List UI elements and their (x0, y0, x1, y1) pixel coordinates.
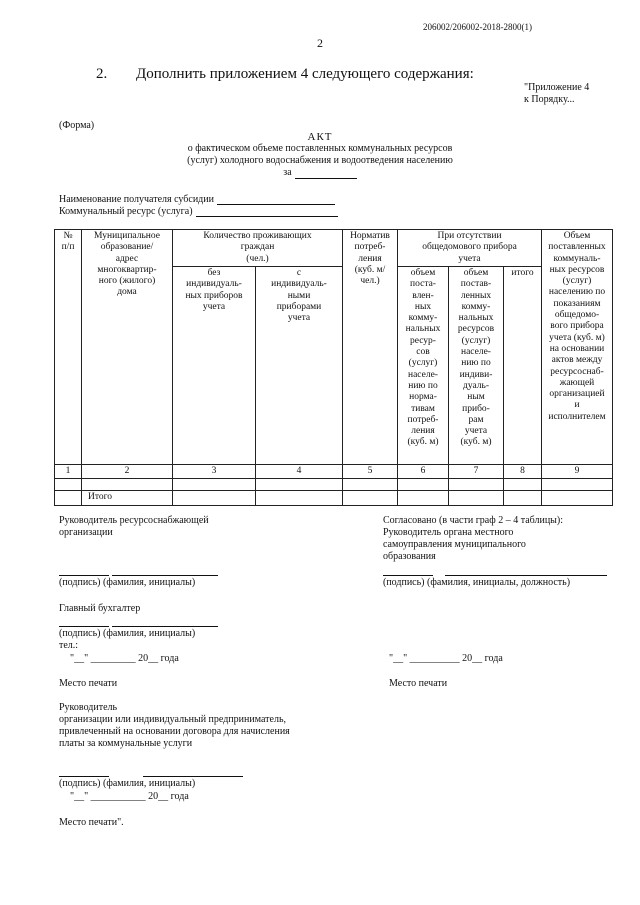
page-number: 2 (317, 36, 323, 50)
sign-caption-org: (подпись) (фамилия, инициалы) (59, 778, 196, 789)
agreed-block: Согласовано (в части граф 2 – 4 таблицы): Руководитель органа местного самоуправления муниципального образования (383, 515, 563, 562)
header-num: № п/п (55, 230, 82, 465)
stamp-left: Место печати (59, 678, 118, 689)
table-cell (542, 479, 613, 491)
header-residents-no-meter: без индивидуаль- ных приборов учета (173, 267, 256, 465)
act-subtitle-line2: (услуг) холодного водоснабжения и водоотведения населению (187, 155, 453, 166)
period-blank (295, 169, 357, 179)
col-num-2: 2 (82, 465, 173, 479)
col-num-9: 9 (542, 465, 613, 479)
signature-line (59, 575, 109, 576)
table-cell (398, 479, 449, 491)
document-code: 206002/206002-2018-2800(1) (423, 22, 532, 32)
resource-field (59, 206, 338, 217)
chief-accountant-label: Главный бухгалтер (59, 603, 141, 614)
table-cell (542, 491, 613, 505)
signature-line (59, 776, 109, 777)
header-municipality: Муниципальное образование/ адрес многоквартир- ного (жилого) дома (82, 230, 173, 465)
stamp-bottom: Место печати". (59, 817, 124, 828)
header-total: итого (504, 267, 542, 465)
table-row (55, 479, 613, 491)
col-num-6: 6 (398, 465, 449, 479)
table-cell (504, 491, 542, 505)
signature-line (383, 575, 433, 576)
table-cell (343, 479, 398, 491)
name-line (112, 575, 218, 576)
col-num-1: 1 (55, 465, 82, 479)
sign-caption-agreed: (подпись) (фамилия, инициалы, должность) (383, 577, 571, 588)
col-num-7: 7 (449, 465, 504, 479)
column-number-row (55, 465, 613, 479)
table-cell (449, 479, 504, 491)
table-cell (504, 479, 542, 491)
table-header-row-1 (55, 230, 613, 267)
header-by-norms: объем поста- влен- ных комму- нальных ресур- сов (услуг) населе- нию по норма- тивам потреб- ления (куб. м) (398, 267, 449, 465)
date-left: "__" _________ 20__ года (70, 653, 179, 664)
recipient-field (59, 194, 335, 205)
point-number: 2. (96, 66, 108, 82)
table-cell (55, 491, 82, 505)
supplier-head-label: Руководитель ресурсоснабжающей организации (59, 515, 209, 538)
act-period-prefix: за (283, 167, 292, 178)
act-period (0, 167, 640, 179)
col-num-3: 3 (173, 465, 256, 479)
sign-caption-supplier: (подпись) (фамилия, инициалы) (59, 577, 196, 588)
table-cell (173, 479, 256, 491)
appendix-reference: "Приложение 4 к Порядку... (524, 82, 590, 105)
table-cell (82, 479, 173, 491)
date-bottom: "__" ___________ 20__ года (70, 791, 189, 802)
table-cell (173, 491, 256, 505)
col-num-4: 4 (256, 465, 343, 479)
act-title: АКТ (307, 131, 333, 143)
name-line (112, 626, 218, 627)
date-right: "__" __________ 20__ года (389, 653, 503, 664)
phone-label: тел.: (59, 640, 79, 651)
name-line (143, 776, 243, 777)
act-subtitle-line1: о фактическом объеме поставленных коммунальных ресурсов (187, 143, 453, 154)
total-row-label: Итого (82, 491, 173, 505)
resource-blank (196, 207, 338, 217)
col-num-5: 5 (343, 465, 398, 479)
form-label: (Форма) (59, 120, 95, 131)
total-row (55, 491, 613, 505)
org-head-label: Руководитель организации или индивидуальный предприниматель, привлеченный на основании договора для начисления платы за коммунальные услуги (59, 702, 290, 749)
header-residents-with-meter: с индивидуаль- ными приборами учета (256, 267, 343, 465)
name-line (445, 575, 607, 576)
recipient-label: Наименование получателя субсидии (59, 194, 214, 205)
act-subtitle (0, 143, 640, 179)
header-no-common-meter: При отсутствии общедомового прибора учета (398, 230, 542, 267)
signature-line (59, 626, 109, 627)
table-cell (398, 491, 449, 505)
amendment-point (96, 66, 474, 83)
sign-caption-accountant: (подпись) (фамилия, инициалы) (59, 628, 196, 639)
point-text: Дополнить приложением 4 следующего содержания: (136, 66, 474, 82)
header-by-common-meter: Объем поставленных коммуналь- ных ресурсов (услуг) населению по показаниям общедомо- вого прибора учета (куб. м) на основании актов между ресурсоснаб- жающей организацией и исполнителем (542, 230, 613, 465)
col-num-8: 8 (504, 465, 542, 479)
act-table (54, 229, 613, 506)
header-by-individual-meters: объем постав- ленных комму- нальных ресурсов (услуг) населе- нию по индиви- дуаль- ным прибо- рам учета (куб. м) (449, 267, 504, 465)
table-cell (55, 479, 82, 491)
header-norm: Норматив потреб- ления (куб. м/ чел.) (343, 230, 398, 465)
table-cell (449, 491, 504, 505)
table-cell (256, 491, 343, 505)
recipient-blank (217, 195, 335, 205)
table-cell (256, 479, 343, 491)
header-residents: Количество проживающих граждан (чел.) (173, 230, 343, 267)
table-cell (343, 491, 398, 505)
resource-label: Коммунальный ресурс (услуга) (59, 206, 193, 217)
stamp-right: Место печати (389, 678, 448, 689)
